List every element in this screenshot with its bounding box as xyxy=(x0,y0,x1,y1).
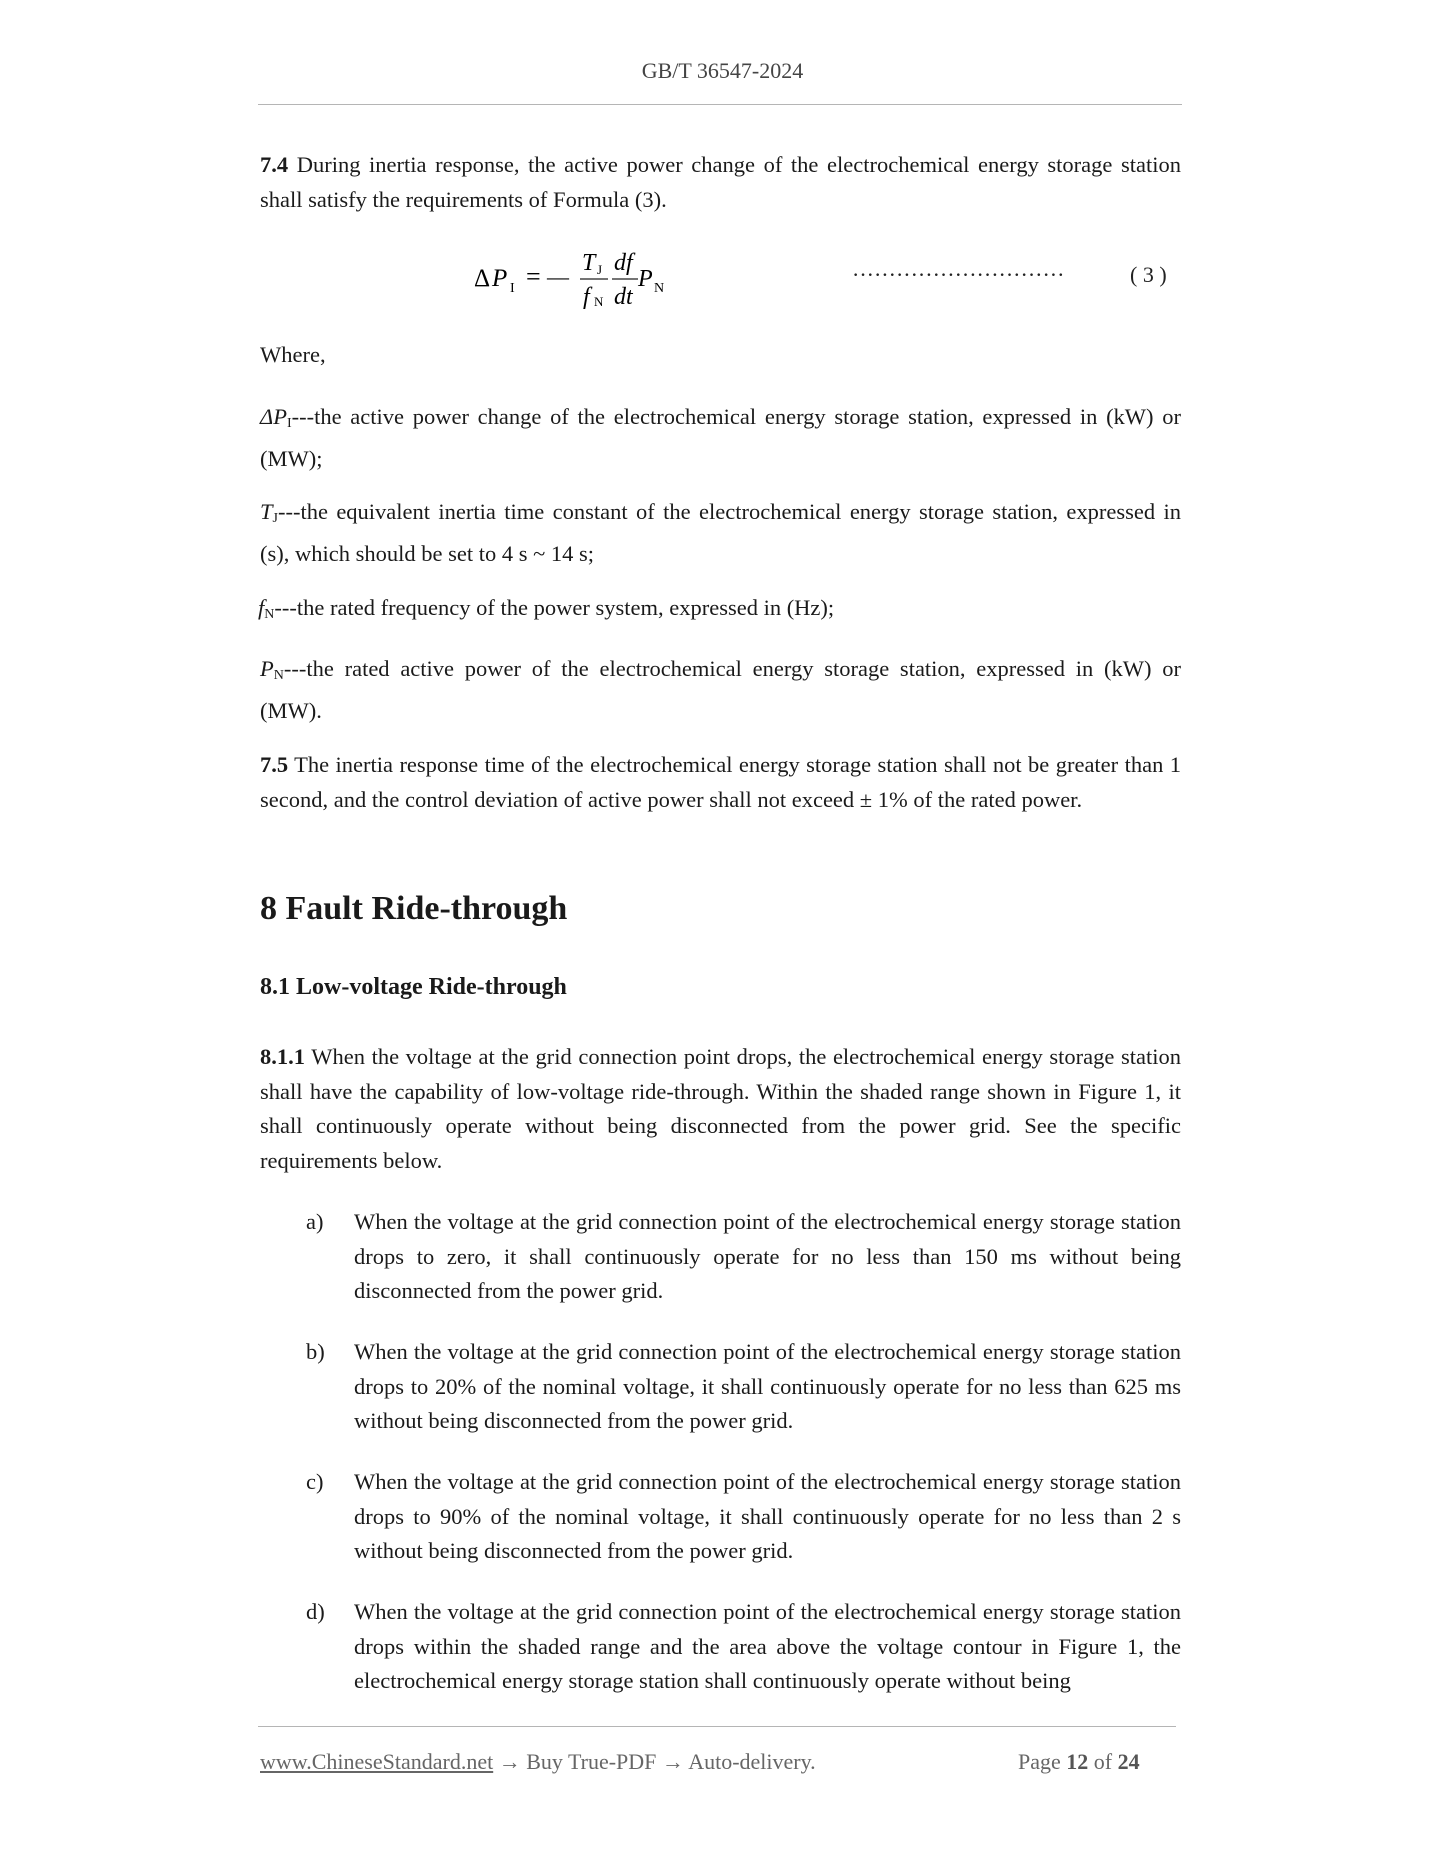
footer-buy-text: Buy True-PDF xyxy=(520,1749,662,1774)
list-item-label: a) xyxy=(306,1209,324,1234)
formula-num-df: df xyxy=(614,250,633,276)
list-item-text: When the voltage at the grid connection point of the electrochemical energy storage station drops to zero, it shall continuously operate for no less than 150 ms without being disconnected from the power grid. xyxy=(354,1209,1181,1303)
definition-text: ---the rated active power of the electrochemical energy storage station, expressed in (kW) or (MW). xyxy=(260,656,1181,723)
current-page-number: 12 xyxy=(1066,1749,1089,1774)
definition-pn xyxy=(260,652,1181,728)
section-heading-8: 8 Fault Ride-through xyxy=(260,890,568,927)
clause-number: 8.1.1 xyxy=(260,1044,305,1069)
definition-text: ---the rated frequency of the power system, expressed in (Hz); xyxy=(274,595,835,620)
formula-leader-dots: ····························· xyxy=(852,262,1065,287)
formula-minus: — xyxy=(547,264,569,289)
formula-3 xyxy=(470,240,710,320)
formula-lhs-sub: I xyxy=(510,281,515,296)
formula-number: ( 3 ) xyxy=(1130,262,1167,287)
clause-text: The inertia response time of the electrochemical energy storage station shall not be greater than 1 second, and the control deviation of active power shall not exceed ± 1% of the rated power. xyxy=(260,752,1181,812)
formula-rhs-sub: N xyxy=(654,281,665,296)
definition-tj xyxy=(260,495,1181,571)
list-item-text: When the voltage at the grid connection point of the electrochemical energy storage station drops to 90% of the nominal voltage, it shall continuously operate for no less than 2 s without being disconnected from the power grid. xyxy=(354,1469,1181,1563)
website-link[interactable]: www.ChineseStandard.net xyxy=(260,1749,494,1774)
formula-den-dt: dt xyxy=(614,284,633,310)
page-indicator xyxy=(1018,1749,1140,1775)
definition-symbol: T xyxy=(260,499,273,524)
arrow-right-icon: → xyxy=(498,1749,521,1774)
formula-delta: Δ xyxy=(474,265,491,292)
formula-rhs-p: P xyxy=(638,266,653,292)
where-label: Where, xyxy=(260,342,326,367)
list-item-label: b) xyxy=(306,1339,325,1364)
formula-den-f-sub: N xyxy=(594,294,604,309)
formula-den-f: f xyxy=(583,284,590,310)
definition-subscript: I xyxy=(286,416,292,431)
definition-symbol: ΔP xyxy=(260,404,287,429)
formula-equals: = xyxy=(526,262,541,291)
clause-7-4 xyxy=(260,148,1181,217)
formula-num-t-sub: J xyxy=(597,262,603,277)
header-divider xyxy=(258,104,1182,105)
total-page-number: 24 xyxy=(1117,1749,1140,1774)
of-word: of xyxy=(1088,1749,1118,1774)
arrow-right-icon: → xyxy=(661,1749,684,1774)
clause-8-1-1 xyxy=(260,1040,1181,1178)
clause-number: 7.4 xyxy=(260,152,289,177)
definition-fn xyxy=(258,591,1179,633)
clause-7-5 xyxy=(260,748,1181,817)
definition-symbol: f xyxy=(258,595,265,620)
footer-divider xyxy=(258,1726,1176,1727)
definition-text: ---the equivalent inertia time constant of the electrochemical energy storage station, expressed in (s), which should be set to 4 s ~ 14 s; xyxy=(260,499,1181,566)
formula-lhs-p: P xyxy=(492,265,508,292)
definition-symbol: P xyxy=(260,656,274,681)
clause-text: During inertia response, the active power change of the electrochemical energy storage station shall satisfy the requirements of Formula (3). xyxy=(260,152,1181,212)
document-header-title: GB/T 36547-2024 xyxy=(641,58,804,83)
definition-subscript: J xyxy=(272,511,278,526)
list-item-label: c) xyxy=(306,1469,324,1494)
clause-text: When the voltage at the grid connection point drops, the electrochemical energy storage station shall have the capability of low-voltage ride-through. Within the shaded range shown in Figure 1, it shall continuously operate without being disconnected from the power grid. See the specific requirements below. xyxy=(260,1044,1181,1173)
list-item-text: When the voltage at the grid connection point of the electrochemical energy storage station drops within the shaded range and the area above the voltage contour in Figure 1, the electrochemical energy storage station shall continuously operate without being xyxy=(354,1599,1181,1693)
definition-subscript: N xyxy=(273,668,284,683)
section-heading-8-1: 8.1 Low-voltage Ride-through xyxy=(260,974,567,1000)
page-word: Page xyxy=(1018,1749,1067,1774)
definition-text: ---the active power change of the electrochemical energy storage station, expressed in (kW) or (MW); xyxy=(260,404,1181,471)
footer-promo xyxy=(260,1749,816,1775)
definition-delta-p xyxy=(260,400,1181,476)
list-item-label: d) xyxy=(306,1599,325,1624)
footer-delivery-text: Auto-delivery. xyxy=(683,1749,816,1774)
formula-num-t: T xyxy=(582,250,596,276)
list-item-text: When the voltage at the grid connection point of the electrochemical energy storage station drops to 20% of the nominal voltage, it shall continuously operate for no less than 625 ms without being disconnected from the power grid. xyxy=(354,1339,1181,1433)
clause-number: 7.5 xyxy=(260,752,289,777)
definition-subscript: N xyxy=(264,607,275,622)
